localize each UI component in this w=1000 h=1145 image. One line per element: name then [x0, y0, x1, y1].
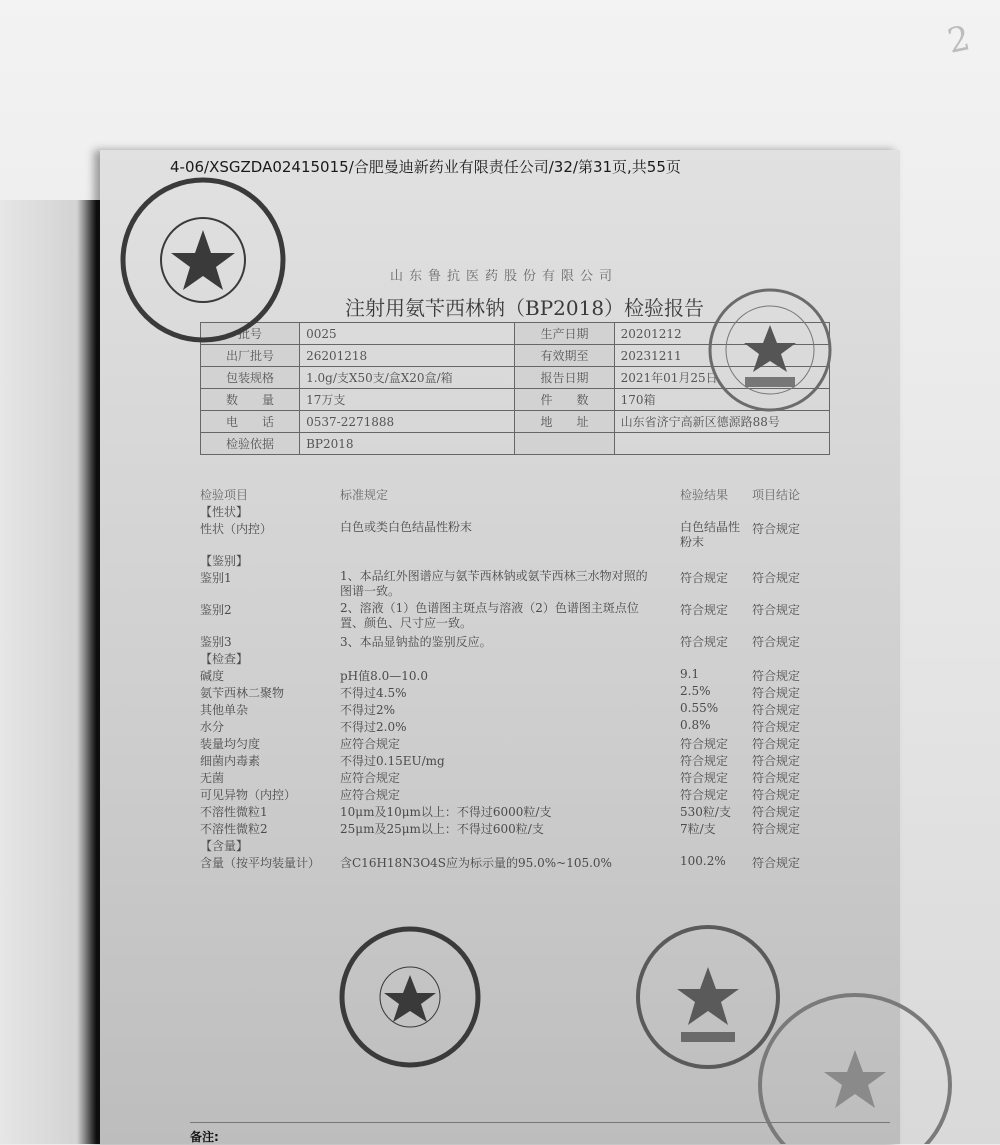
result-row — [200, 667, 840, 684]
info-label: 地 址 — [515, 411, 614, 433]
result-conclusion: 符合规定 — [752, 522, 801, 536]
result-conclusion: 符合规定 — [752, 822, 801, 836]
info-value: 20201212 — [614, 323, 829, 345]
result-standard: 2、溶液（1）色谱图主斑点与溶液（2）色谱图主斑点位置、颜色、尺寸应一致。 — [340, 601, 639, 630]
result-standard: 25μm及25μm以上：不得过600粒/支 — [340, 822, 544, 836]
binder-edge — [0, 200, 110, 1144]
header-conclusion: 项目结论 — [752, 488, 801, 502]
result-item: 可见异物（内控） — [200, 788, 297, 802]
info-value: 0025 — [300, 323, 515, 345]
result-item: 不溶性微粒2 — [200, 822, 268, 836]
info-label: 有效期至 — [515, 345, 614, 367]
result-conclusion: 符合规定 — [752, 737, 801, 751]
result-row — [200, 786, 840, 803]
result-conclusion: 符合规定 — [752, 720, 801, 734]
result-item: 碱度 — [200, 669, 225, 683]
result-value: 0.8% — [680, 718, 711, 732]
result-row — [200, 837, 840, 854]
result-value: 符合规定 — [680, 571, 729, 585]
result-row — [200, 803, 840, 820]
result-standard: 不得过4.5% — [340, 686, 407, 700]
result-value: 530粒/支 — [680, 805, 731, 819]
result-value: 符合规定 — [680, 788, 729, 802]
info-label: 检验依据 — [201, 433, 300, 455]
info-value: 山东省济宁高新区德源路88号 — [614, 411, 829, 433]
result-conclusion: 符合规定 — [752, 686, 801, 700]
remarks-label: 备注: — [190, 1130, 219, 1144]
result-row — [200, 569, 840, 601]
result-standard: 不得过2% — [340, 703, 396, 717]
info-label: 数 量 — [201, 389, 300, 411]
handwritten-page-mark: 2 — [944, 18, 974, 62]
info-value: 17万支 — [300, 389, 515, 411]
result-conclusion: 符合规定 — [752, 771, 801, 785]
result-row — [200, 735, 840, 752]
result-standard: 白色或类白色结晶性粉末 — [340, 520, 473, 534]
result-item: 细菌内毒素 — [200, 754, 261, 768]
result-item: 【检查】 — [200, 652, 249, 666]
result-item: 不溶性微粒1 — [200, 805, 268, 819]
result-row — [200, 701, 840, 718]
header-item: 检验项目 — [200, 488, 249, 502]
seal-stamp-mandi-qc — [338, 925, 483, 1070]
result-row — [200, 650, 840, 667]
result-item: 含量（按平均装量计） — [200, 856, 321, 870]
document-header: 4-06/XSGZDA02415015/合肥曼迪新药业有限责任公司/32/第31页,共55页 — [170, 158, 681, 176]
result-standard: 含C16H18N3O4S应为标示量的95.0%~105.0% — [340, 856, 612, 870]
result-conclusion: 符合规定 — [752, 635, 801, 649]
result-row — [200, 718, 840, 735]
info-value: 1.0g/支X50支/盒X20盒/箱 — [300, 367, 515, 389]
result-conclusion: 符合规定 — [752, 788, 801, 802]
result-value: 100.2% — [680, 854, 726, 868]
result-value: 白色结晶性粉末 — [680, 520, 741, 549]
result-row — [200, 520, 840, 552]
result-conclusion: 符合规定 — [752, 669, 801, 683]
results-header — [200, 486, 840, 503]
result-row — [200, 820, 840, 837]
result-item: 【性状】 — [200, 505, 249, 519]
result-standard: pH值8.0—10.0 — [340, 669, 428, 683]
result-row — [200, 552, 840, 569]
info-label — [515, 433, 614, 455]
result-value: 符合规定 — [680, 754, 729, 768]
result-standard: 1、本品红外图谱应与氨苄西林钠或氨苄西林三水物对照的图谱一致。 — [340, 569, 648, 598]
result-value: 符合规定 — [680, 737, 729, 751]
report-title: 注射用氨苄西林钠（BP2018）检验报告 — [345, 296, 705, 320]
result-conclusion: 符合规定 — [752, 571, 801, 585]
result-conclusion: 符合规定 — [752, 805, 801, 819]
info-value: 0537-2271888 — [300, 411, 515, 433]
result-value: 符合规定 — [680, 771, 729, 785]
result-item: 鉴别2 — [200, 603, 232, 617]
result-conclusion: 符合规定 — [752, 754, 801, 768]
result-value: 7粒/支 — [680, 822, 716, 836]
result-row — [200, 854, 840, 871]
result-row — [200, 684, 840, 701]
header-standard: 标准规定 — [340, 488, 389, 502]
result-value: 0.55% — [680, 701, 719, 715]
result-item: 性状（内控） — [200, 522, 273, 536]
header-result: 检验结果 — [680, 488, 729, 502]
result-value: 符合规定 — [680, 635, 729, 649]
info-label: 报告日期 — [515, 367, 614, 389]
result-item: 鉴别3 — [200, 635, 232, 649]
result-standard: 应符合规定 — [340, 737, 401, 751]
info-label: 包装规格 — [201, 367, 300, 389]
result-value: 2.5% — [680, 684, 711, 698]
info-value — [614, 433, 829, 455]
seal-stamp-lukang-quality-top — [705, 285, 835, 415]
result-row — [200, 752, 840, 769]
result-standard: 不得过2.0% — [340, 720, 407, 734]
result-item: 【鉴别】 — [200, 554, 249, 568]
result-row — [200, 503, 840, 520]
info-value: BP2018 — [300, 433, 515, 455]
result-row — [200, 633, 840, 650]
result-value: 符合规定 — [680, 603, 729, 617]
info-value: 170箱 — [614, 389, 829, 411]
info-label: 生产日期 — [515, 323, 614, 345]
result-value: 9.1 — [680, 667, 700, 681]
company-name: 山东鲁抗医药股份有限公司 — [390, 269, 619, 284]
result-conclusion: 符合规定 — [752, 856, 801, 870]
info-row — [201, 433, 830, 455]
result-row — [200, 601, 840, 633]
result-conclusion: 符合规定 — [752, 603, 801, 617]
result-item: 装量均匀度 — [200, 737, 261, 751]
info-value: 26201218 — [300, 345, 515, 367]
result-item: 氨苄西林二聚物 — [200, 686, 285, 700]
info-label: 出厂批号 — [201, 345, 300, 367]
result-item: 无菌 — [200, 771, 225, 785]
result-row — [200, 769, 840, 786]
seal-stamp-inspection-bureau — [755, 990, 955, 1144]
info-value: 2021年01月25日 — [614, 367, 829, 389]
footer-divider — [190, 1122, 890, 1123]
result-standard: 不得过0.15EU/mg — [340, 754, 445, 768]
result-item: 水分 — [200, 720, 225, 734]
info-label: 件 数 — [515, 389, 614, 411]
result-item: 鉴别1 — [200, 571, 232, 585]
result-conclusion: 符合规定 — [752, 703, 801, 717]
info-label: 电 话 — [201, 411, 300, 433]
test-results — [200, 486, 840, 871]
info-label: 批号 — [201, 323, 300, 345]
result-item: 其他单杂 — [200, 703, 249, 717]
result-standard: 应符合规定 — [340, 771, 401, 785]
info-value: 20231211 — [614, 345, 829, 367]
result-standard: 3、本品显钠盐的鉴别反应。 — [340, 635, 492, 649]
result-item: 【含量】 — [200, 839, 249, 853]
result-standard: 应符合规定 — [340, 788, 401, 802]
result-standard: 10μm及10μm以上：不得过6000粒/支 — [340, 805, 552, 819]
seal-stamp-mandi-archive — [118, 175, 288, 345]
